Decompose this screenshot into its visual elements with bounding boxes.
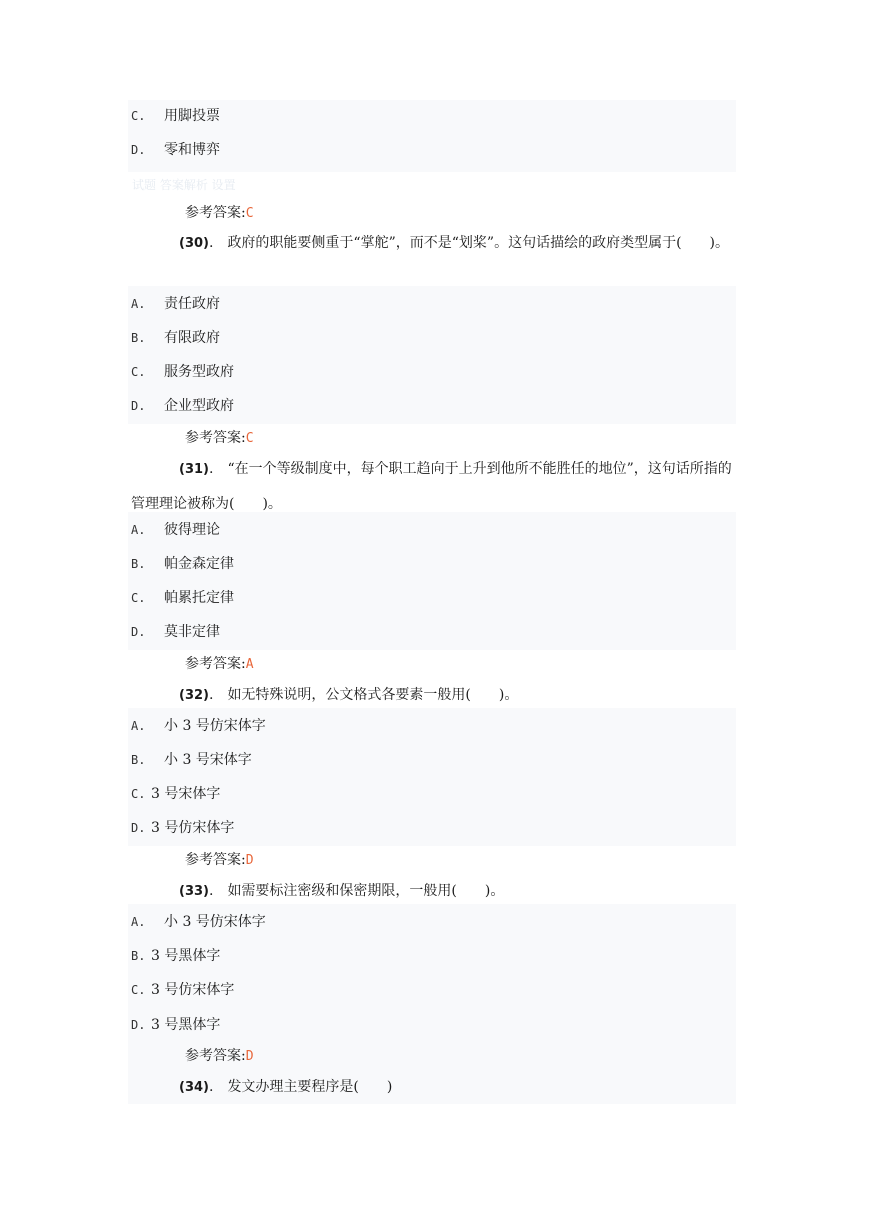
reference-answer: 参考答案:C: [185, 430, 254, 446]
option-c: C. 服务型政府: [131, 364, 234, 380]
reference-answer: 参考答案:D: [185, 1048, 254, 1064]
option-c: C. 3 号仿宋体字: [131, 982, 235, 998]
option-a: A. 小 3 号仿宋体字: [131, 718, 266, 734]
question-30: (30). 政府的职能要侧重于“掌舵”，而不是“划桨”。这句话描绘的政府类型属于( )。: [179, 235, 729, 251]
question-31: (31). “在一个等级制度中，每个职工趋向于上升到他所不能胜任的地位”，这句话所指的管理理论被称为( )。: [131, 461, 732, 512]
option-b: B. 小 3 号宋体字: [131, 752, 252, 768]
question-34: (34). 发文办理主要程序是( ): [179, 1079, 393, 1095]
option-c: C. 用脚投票: [131, 108, 220, 124]
option-c: C. 帕累托定律: [131, 590, 234, 606]
option-d: D. 零和博弈: [131, 142, 220, 158]
option-d: D. 莫非定律: [131, 624, 220, 640]
reference-answer: 参考答案:D: [185, 852, 254, 868]
option-d: D. 3 号黑体字: [131, 1017, 221, 1033]
option-d: D. 3 号仿宋体字: [131, 820, 235, 836]
option-b: B. 帕金森定律: [131, 556, 234, 572]
option-d: D. 企业型政府: [131, 398, 234, 414]
option-a: A. 彼得理论: [131, 522, 220, 538]
question-33: (33). 如需要标注密级和保密期限，一般用( )。: [179, 883, 505, 899]
option-c: C. 3 号宋体字: [131, 786, 221, 802]
option-b: B. 有限政府: [131, 330, 220, 346]
reference-answer: 参考答案:A: [185, 656, 254, 672]
option-a: A. 责任政府: [131, 296, 220, 312]
option-a: A. 小 3 号仿宋体字: [131, 914, 266, 930]
question-32: (32). 如无特殊说明，公文格式各要素一般用( )。: [179, 687, 519, 703]
option-b: B. 3 号黑体字: [131, 948, 221, 964]
reference-answer: 参考答案:C: [185, 205, 254, 221]
faint-watermark-text: 试题 答案解析 设置: [132, 178, 236, 192]
